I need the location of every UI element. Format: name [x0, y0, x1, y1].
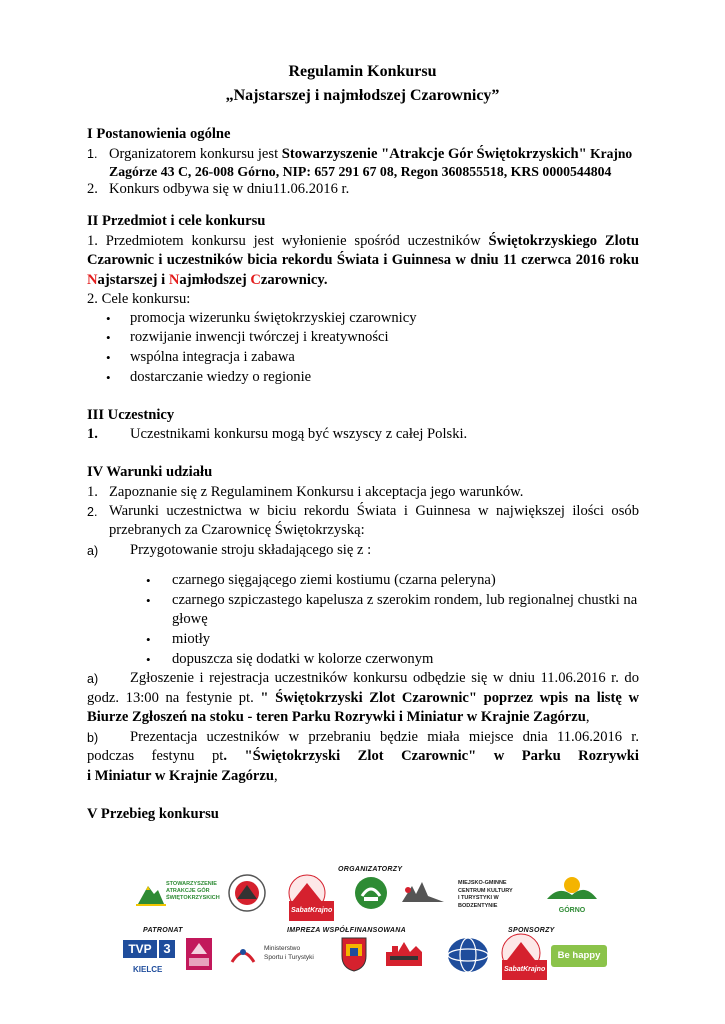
- s4-item2-number: 2.: [87, 505, 98, 519]
- section-5-heading: V Przebieg konkursu: [87, 806, 219, 822]
- mountain-icon: [136, 880, 166, 906]
- stowarzyszenie-logo: [136, 880, 220, 906]
- sabat2-a: Sabat: [504, 966, 524, 973]
- section-3-heading: III Uczestnicy: [87, 407, 175, 423]
- s4-a2-line2: godz. 13:00 na festynie pt. " Świętokrzyski Zlot Czarownic" poprzez wpis na listę w: [87, 690, 639, 706]
- s2-p2: 2. Cele konkursu:: [87, 291, 191, 307]
- s4-bullet-3: miotły: [172, 631, 211, 647]
- bullet-icon: •: [106, 330, 111, 345]
- lgd-logo: [354, 876, 388, 910]
- s4-item2-line2: przebranych za Czarownicę Świętokrzyską:: [109, 522, 365, 538]
- badge-icon: [227, 873, 267, 913]
- tvp-city: KIELCE: [133, 965, 163, 974]
- tvp3-logo: [123, 940, 175, 974]
- s3-item1-number: 1.: [87, 426, 98, 442]
- s2-bullet-2: rozwijanie inwencji twórczej i kreatywności: [130, 329, 389, 345]
- s1-item1-line1: Organizatorem konkursu jest Stowarzyszenie "Atrakcje Gór Świętokrzyskich" Krajno: [109, 146, 633, 162]
- s2-p1-line3: Najstarszej i Najmłodszej Czarownicy.: [87, 272, 328, 288]
- s4-item1-number: 1.: [87, 484, 98, 500]
- patron-label: PATRONAT: [143, 927, 183, 934]
- s1-item1-number: 1.: [87, 147, 98, 161]
- bullet-icon: •: [146, 652, 151, 667]
- section-4-heading: IV Warunki udziału: [87, 464, 213, 480]
- mgok-line3: I TURYSTYKI W BODZENTYNIE: [458, 895, 499, 909]
- globe-icon: [446, 936, 490, 974]
- s4-a-text: Przygotowanie stroju składającego się z :: [130, 542, 372, 558]
- bullet-icon: •: [106, 370, 111, 385]
- s4-a2-line1: Zgłoszenie i rejestracja uczestników konkursu odbędzie się w dniu 11.06.2016 r. do: [130, 670, 639, 686]
- gorno-text: GÓRNO: [558, 907, 586, 914]
- logo1-line3: ŚWIĘTOKRZYSKICH: [166, 895, 220, 901]
- be-happy-text: Be happy: [557, 950, 601, 961]
- gorno-logo: [547, 873, 597, 914]
- s2-bullet-1: promocja wizerunku świętokrzyskiej czarownicy: [130, 310, 417, 326]
- logo1-line2: ATRAKCJE GÓR: [166, 888, 210, 894]
- s4-a2-label: a): [87, 672, 99, 686]
- witch-icon: [398, 878, 448, 908]
- sabat2-b: Krajno: [523, 966, 546, 973]
- lgd-icon: [354, 876, 388, 910]
- s1-item2-number: 2.: [87, 181, 98, 197]
- s4-bullet-4: dopuszcza się dodatki w kolorze czerwonym: [172, 651, 434, 667]
- castle-icon: [384, 938, 424, 968]
- coat-of-arms-icon: [340, 936, 368, 972]
- s2-p1-line1: 1. Przedmiotem konkursu jest wyłonienie spośród uczestników Świętokrzyskiego Zlotu: [87, 233, 639, 249]
- tvp-num: 3: [159, 940, 175, 958]
- ministry-emblem-icon: [228, 940, 258, 970]
- ministry-line2: Sportu i Turystyki: [264, 954, 314, 961]
- bullet-icon: •: [106, 311, 111, 326]
- ministry-line1: Ministerstwo: [264, 945, 301, 952]
- s4-a-label: a): [87, 544, 99, 558]
- s2-bullet-3: wspólna integracja i zabawa: [130, 349, 295, 365]
- s3-item1-text: Uczestnikami konkursu mogą być wszyscy z całej Polski.: [130, 426, 468, 442]
- sun-hills-icon: [547, 873, 597, 901]
- s4-item2-line1: Warunki uczestnictwa w biciu rekordu Świata i Guinnesa w największej ilości osób: [109, 503, 639, 519]
- s4-b-label: b): [87, 731, 99, 745]
- bullet-icon: •: [146, 593, 151, 608]
- bullet-icon: •: [106, 350, 111, 365]
- bullet-icon: •: [146, 573, 151, 588]
- witch-festival-logo: [398, 878, 448, 908]
- bullet-icon: •: [146, 632, 151, 647]
- s4-bullet-2-cont: głowę: [172, 611, 208, 627]
- magazine-logo: [186, 938, 212, 970]
- sabat-krajno-logo-2: [496, 932, 546, 974]
- section-1-heading: I Postanowienia ogólne: [87, 126, 231, 142]
- s4-b-line1: Prezentacja uczestników w przebraniu będzie miała miejsce dnia 11.06.2016 r.: [130, 729, 639, 745]
- be-happy-logo: [551, 945, 607, 967]
- coat-of-arms-logo: [340, 936, 368, 972]
- mgok-line1: MIEJSKO-GMINNE: [458, 880, 507, 886]
- s1-item1-line2: Zagórze 43 C, 26-008 Górno, NIP: 657 291 67 08, Regon 360855518, KRS 0000544804: [109, 164, 612, 179]
- mgok-line2: CENTRUM KULTURY: [458, 887, 513, 894]
- document-title: Regulamin Konkursu: [288, 63, 437, 80]
- document-subtitle: „Najstarszej i najmłodszej Czarownicy”: [225, 87, 500, 104]
- s2-bullet-4: dostarczanie wiedzy o regionie: [130, 369, 312, 385]
- sabat-krajno-logo: [283, 873, 331, 913]
- section-2-heading: II Przedmiot i cele konkursu: [87, 213, 266, 229]
- tvp-box: TVP: [123, 940, 157, 958]
- ministry-logo: [228, 940, 324, 970]
- magazine-icon: [186, 938, 212, 970]
- s2-p1-line2: Czarownic i uczestników bicia rekordu Świata i Guinnesa w dniu 11 czerwca 2016 roku: [87, 252, 639, 268]
- s1-item2-text: Konkurs odbywa się w dniu11.06.2016 r.: [109, 181, 350, 197]
- s4-b-line2: podczas festynu pt. "Świętokrzyski Zlot Czarownic" w Parku Rozrywki: [87, 748, 639, 764]
- castle-logo: [384, 938, 424, 968]
- mgok-logo: [458, 880, 538, 908]
- s4-bullet-1: czarnego sięgającego ziemi kostiumu (czarna peleryna): [172, 572, 496, 588]
- organizers-label: ORGANIZATORZY: [338, 866, 403, 873]
- s4-item1-text: Zapoznanie się z Regulaminem Konkursu i akceptacja jego warunków.: [109, 484, 524, 500]
- s4-a2-line3: Biurze Zgłoszeń na stoku - teren Parku Rozrywki i Miniatur w Krajnie Zagórzu,: [87, 709, 590, 725]
- sabat-a: Sabat: [291, 907, 311, 914]
- round-badge-logo: [227, 873, 267, 913]
- s4-bullet-2: czarnego szpiczastego kapelusza z szerokim rondem, lub regionalnej chustki na: [172, 592, 638, 608]
- s4-b-line3: i Miniatur w Krajnie Zagórzu,: [87, 768, 278, 784]
- sponsors-label: SPONSORZY: [508, 927, 555, 934]
- logo1-line1: STOWARZYSZENIE: [166, 881, 217, 887]
- cofinanced-label: IMPREZA WSPÓŁFINANSOWANA: [287, 927, 406, 934]
- sabat-b: Krajno: [310, 907, 333, 914]
- globe-logo: [446, 936, 490, 974]
